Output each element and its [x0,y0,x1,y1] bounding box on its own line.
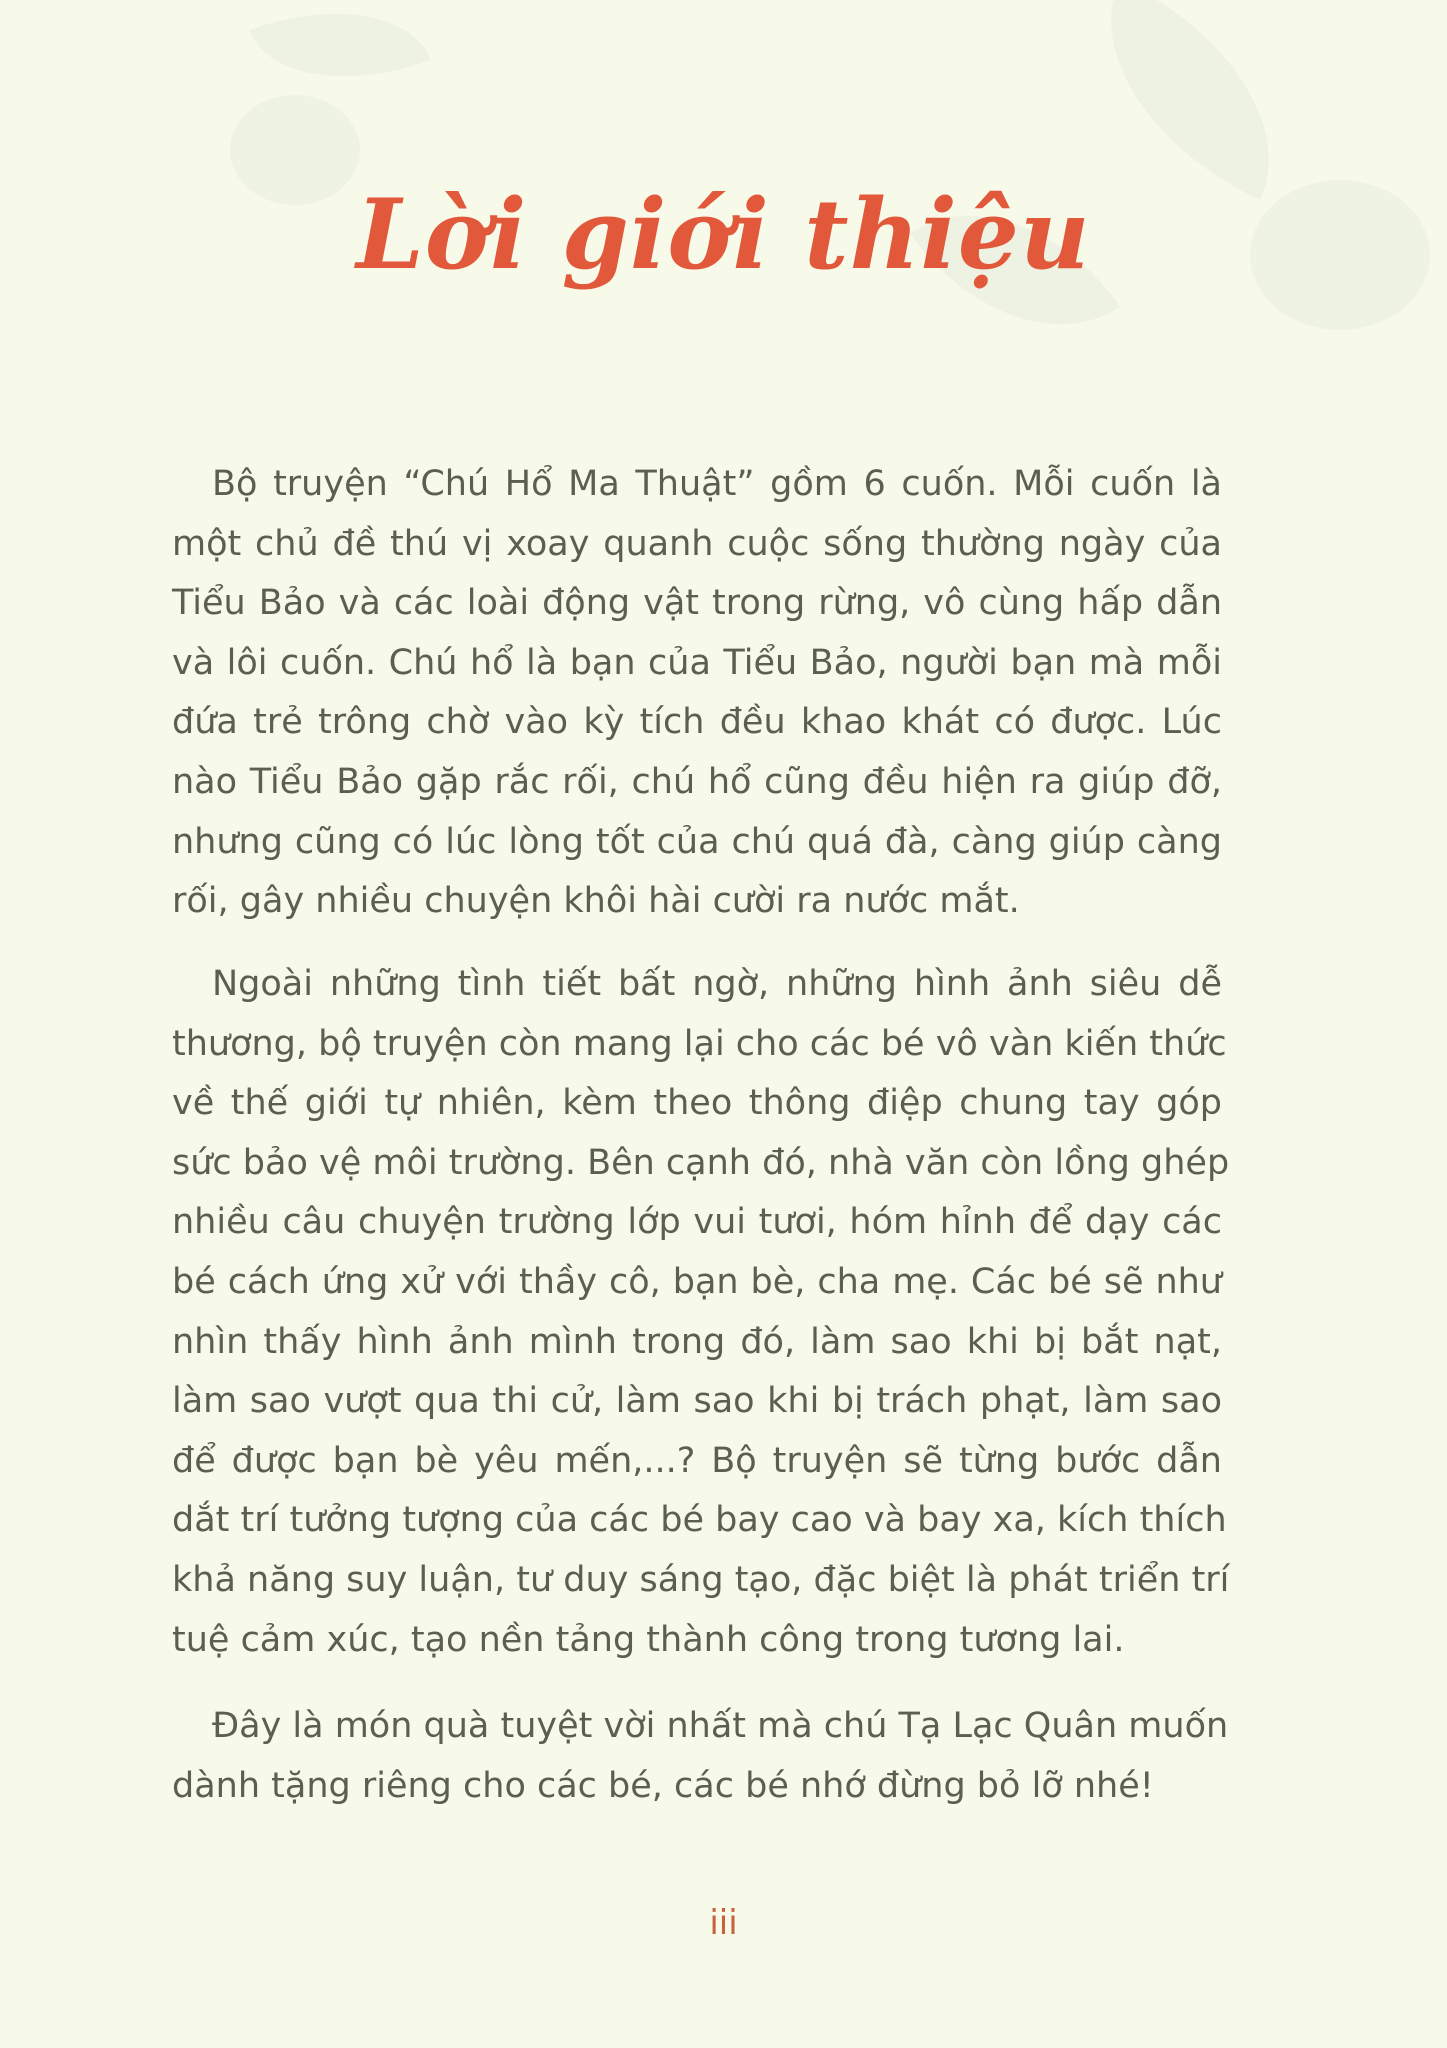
text-line: Bộ truyện “Chú Hổ Ma Thuật” gồm 6 cuốn. Mỗi cuốn là [212,464,1222,504]
text-line: tuệ cảm xúc, tạo nền tảng thành công trong tương lai. [172,1619,1125,1660]
text-line: một chủ đề thú vị xoay quanh cuộc sống thường ngày của [172,523,1222,564]
text-line: sức bảo vệ môi trường. Bên cạnh đó, nhà văn còn lồng ghép [172,1142,1230,1183]
text-line: để được bạn bè yêu mến,...? Bộ truyện sẽ từng bước dẫn [172,1440,1222,1481]
text-line: dắt trí tưởng tượng của các bé bay cao và bay xa, kích thích [172,1500,1227,1541]
paragraph-1 [172,455,1222,932]
text-line: làm sao vượt qua thi cử, làm sao khi bị trách phạt, làm sao [172,1381,1222,1422]
text-line: nào Tiểu Bảo gặp rắc rối, chú hổ cũng đều hiện ra giúp đỡ, [172,761,1222,802]
text-line: nhiều câu chuyện trường lớp vui tươi, hóm hỉnh để dạy các [172,1202,1222,1243]
paragraph-3 [172,1697,1229,1816]
text-line: đứa trẻ trông chờ vào kỳ tích đều khao khát có được. Lúc [172,702,1222,743]
text-line: Tiểu Bảo và các loài động vật trong rừng, vô cùng hấp dẫn [172,583,1222,624]
text-line: dành tặng riêng cho các bé, các bé nhớ đừng bỏ lỡ nhé! [172,1765,1154,1806]
leaf-watermark [1061,0,1320,200]
text-line: rối, gây nhiều chuyện khôi hài cười ra nước mắt. [172,881,1020,922]
paragraph-2 [172,955,1230,1670]
text-line: thương, bộ truyện còn mang lại cho các bé vô vàn kiến thức [172,1023,1227,1064]
page-number: iii [709,1903,738,1943]
page-title: Lời giới thiệu [356,178,1091,291]
text-line: nhưng cũng có lúc lòng tốt của chú quá đà, càng giúp càng [172,821,1222,862]
text-line: và lôi cuốn. Chú hổ là bạn của Tiểu Bảo, người bạn mà mỗi [172,642,1222,683]
text-line: bé cách ứng xử với thầy cô, bạn bè, cha mẹ. Các bé sẽ như [172,1261,1222,1302]
text-line: về thế giới tự nhiên, kèm theo thông điệp chung tay góp [172,1083,1222,1124]
text-line: nhìn thấy hình ảnh mình trong đó, làm sao khi bị bắt nạt, [172,1321,1222,1362]
text-line: Ngoài những tình tiết bất ngờ, những hình ảnh siêu dễ [212,964,1222,1004]
text-line: khả năng suy luận, tư duy sáng tạo, đặc biệt là phát triển trí [172,1559,1230,1600]
text-line: Đây là món quà tuyệt vời nhất mà chú Tạ Lạc Quân muốn [212,1706,1229,1746]
